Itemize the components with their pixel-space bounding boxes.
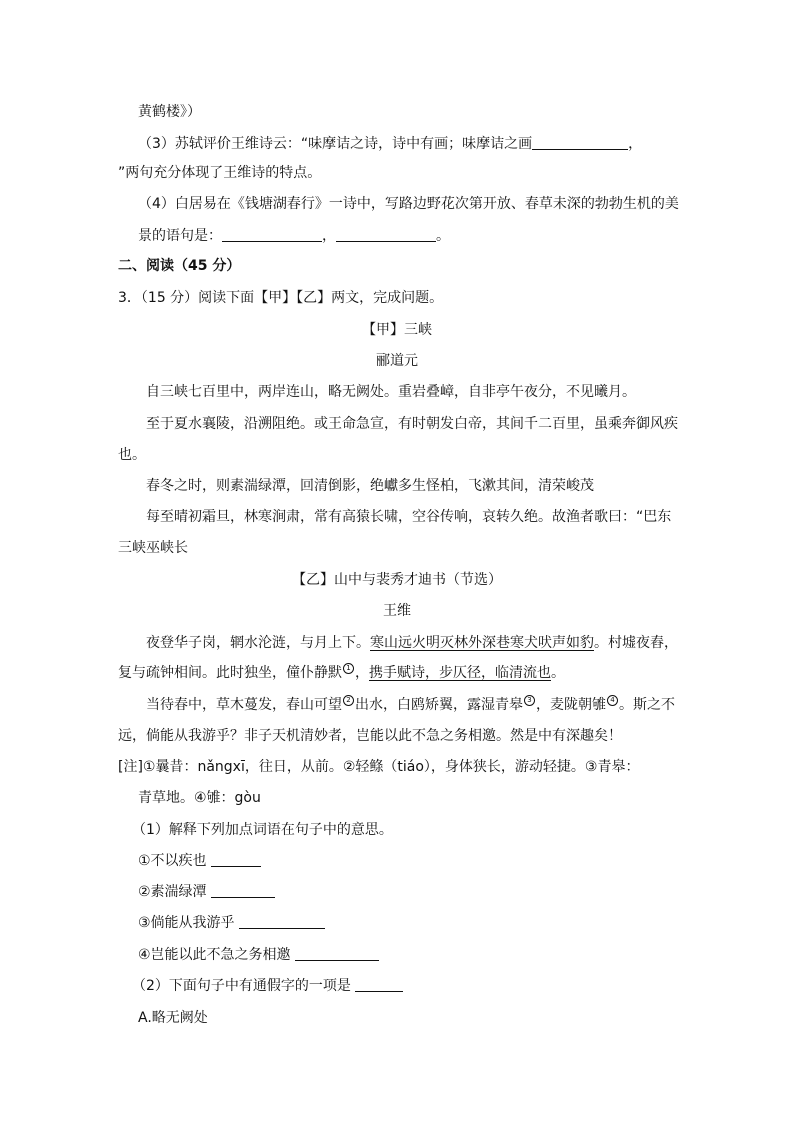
jia-paragraph-2-cont: 也。 — [118, 447, 146, 463]
answer-blank[interactable] — [222, 227, 322, 242]
yi-paragraph-2-cont: 远，倘能从我游乎？非子天机清妙者，岂能以此不急之务相邀。然是中有深趣矣！ — [118, 728, 622, 744]
answer-blank[interactable] — [532, 135, 628, 150]
q2-item3-line2: ”两句充分体现了王维诗的特点。 — [118, 165, 322, 181]
yi-paragraph-1-cont: 复与疏钟相间。此时独坐，僮仆静默 1 ，携手赋诗，步仄径，临清流也。 — [118, 664, 565, 681]
notes-line-1: [注]①曩昔：nǎngxī，往日，从前。②轻鲦（tiáo），身体狭长，游动轻捷。③青皋： — [118, 759, 640, 775]
underlined-sentence: 携手赋诗，步仄径，临清流也 — [369, 665, 551, 681]
q2-item4-line1: （4）白居易在《钱塘湖春行》一诗中，写路边野花次第开放、春草未深的勃勃生机的美 — [138, 196, 679, 212]
section-title: 二、阅读（45 分） — [118, 258, 241, 274]
jia-title: 【甲】三峡 — [362, 322, 432, 338]
answer-blank[interactable] — [295, 946, 379, 961]
note-marker: 4 — [607, 695, 618, 706]
q2-item4-line2: 景的语句是： ， 。 — [138, 228, 450, 244]
yi-paragraph-1: 夜登华子岗，辋水沦涟，与月上下。寒山远火明灭林外深巷寒犬吠声如豹。村墟夜舂， — [146, 635, 678, 651]
sub2-option-a[interactable]: A.略无阙处 — [138, 1010, 208, 1026]
notes-line-2: 青草地。④雊：gòu — [138, 790, 261, 806]
jia-paragraph-1: 自三峡七百里中，两岸连山，略无阙处。重岩叠嶂，自非亭午夜分，不见曦月。 — [146, 384, 636, 400]
sub1-item-1: ①不以疾也 — [138, 851, 794, 871]
answer-blank[interactable] — [355, 977, 403, 992]
jia-paragraph-2: 至于夏水襄陵，沿溯阻绝。或王命急宣，有时朝发白帝，其间千二百里，虽乘奔御风疾 — [146, 416, 678, 432]
q2-item3-line1: （3）苏轼评价王维诗云：“味摩诘之诗，诗中有画；味摩诘之画 ， — [138, 136, 643, 152]
sub1-item-2: ②素湍绿潭 — [138, 882, 794, 902]
note-marker: 3 — [524, 695, 535, 706]
yi-paragraph-2: 当待春中，草木蔓发，春山可望 2 出水，白鸥矫翼，露湿青皋 3 ，麦陇朝雊 4 。斯之不 — [146, 696, 675, 713]
sub2-stem: （2）下面句子中有通假字的一项是 — [132, 976, 794, 996]
jia-author: 郦道元 — [376, 353, 418, 369]
sub1-item-4: ④岂能以此不急之务相邀 — [138, 945, 794, 965]
jia-paragraph-3: 春冬之时，则素湍绿潭，回清倒影，绝巘多生怪柏，飞漱其间，清荣峻茂 — [146, 478, 594, 494]
jia-paragraph-4-cont: 三峡巫峡长 — [118, 540, 188, 556]
note-marker: 2 — [343, 695, 354, 706]
sub1-item-3: ③倘能从我游乎 — [138, 913, 794, 933]
underlined-sentence: 寒山远火明灭林外深巷寒犬吠声如豹 — [370, 635, 594, 651]
answer-blank[interactable] — [336, 227, 436, 242]
q3-stem: 3．（15 分）阅读下面【甲】【乙】两文，完成问题。 — [118, 290, 444, 306]
jia-paragraph-4: 每至晴初霜旦，林寒涧肃，常有高猿长啸，空谷传响，哀转久绝。故渔者歌曰：“巴东 — [146, 509, 672, 525]
answer-blank[interactable] — [211, 852, 261, 867]
yi-author: 王维 — [383, 603, 411, 619]
sub1-stem: （1）解释下列加点词语在句子中的意思。 — [132, 822, 393, 838]
yi-title: 【乙】山中与裴秀才迪书（节选） — [292, 572, 502, 588]
q2-item2-tail: 黄鹤楼》） — [138, 104, 201, 120]
answer-blank[interactable] — [239, 914, 325, 929]
answer-blank[interactable] — [211, 883, 275, 898]
note-marker: 1 — [343, 663, 354, 674]
